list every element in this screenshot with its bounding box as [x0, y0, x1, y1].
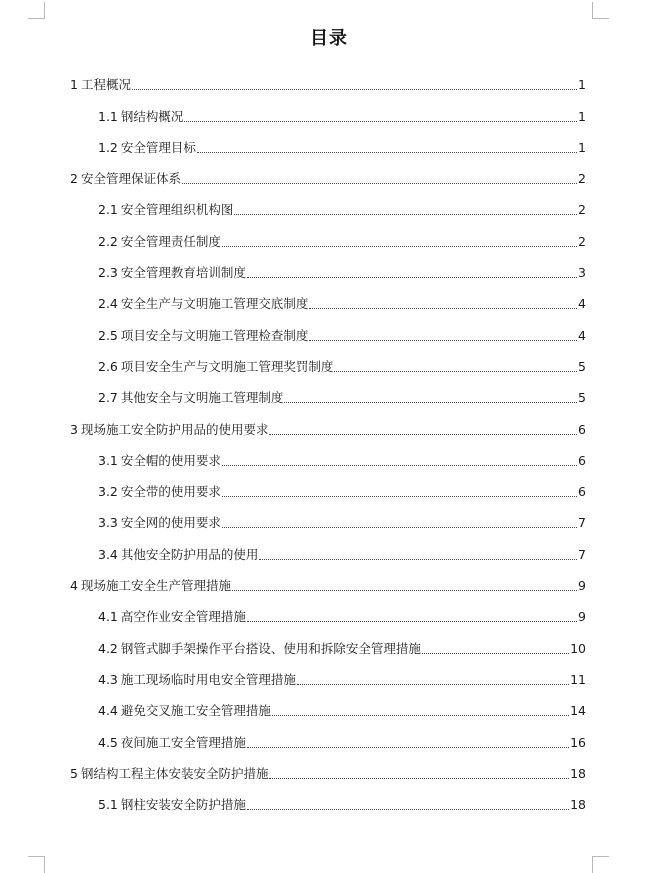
toc-entry-heading	[98, 329, 308, 344]
toc-entry-heading	[98, 548, 258, 563]
toc-dot-leader	[197, 151, 577, 153]
toc-entry-number: 2.1	[98, 202, 118, 218]
toc-page-number: 2	[578, 171, 586, 187]
toc-entry-label: 项目安全与文明施工管理检查制度	[120, 327, 309, 343]
toc-entry-number: 2.2	[98, 233, 118, 249]
toc-entry-heading	[98, 110, 183, 125]
toc-dot-leader	[272, 714, 569, 716]
toc-entry-heading	[70, 78, 131, 93]
toc-entry-heading	[98, 141, 196, 156]
toc-entry-number: 1.1	[98, 108, 118, 124]
toc-entry[interactable]	[70, 93, 586, 124]
crop-mark-bottom-right	[592, 856, 609, 873]
toc-entry-label: 安全管理组织机构图	[120, 202, 234, 218]
toc-page-number: 9	[578, 578, 586, 594]
toc-entry-heading	[98, 391, 283, 406]
toc-dot-leader	[184, 120, 577, 122]
crop-mark-top-left	[28, 2, 45, 19]
toc-entry[interactable]	[70, 406, 586, 437]
toc-entry[interactable]	[70, 187, 586, 218]
toc-entry-heading	[70, 423, 268, 438]
toc-entry-label: 避免交叉施工安全管理措施	[120, 703, 271, 719]
toc-entry[interactable]	[70, 594, 586, 625]
toc-page-number: 7	[578, 515, 586, 531]
toc-entry-number: 1	[70, 77, 78, 93]
toc-entry-number: 3.3	[98, 515, 118, 531]
toc-page-number: 1	[578, 108, 586, 124]
toc-dot-leader	[269, 777, 569, 779]
toc-entry[interactable]	[70, 125, 586, 156]
toc-entry-heading	[98, 610, 246, 625]
toc-entry-number: 2.3	[98, 265, 118, 281]
toc-entry-number: 4.1	[98, 609, 118, 625]
toc-entry-number: 2.7	[98, 390, 118, 406]
toc-entry[interactable]	[70, 719, 586, 750]
toc-entry-number: 4	[70, 578, 78, 594]
toc-entry[interactable]	[70, 782, 586, 813]
toc-page-number: 18	[570, 765, 586, 781]
toc-page-number: 11	[570, 671, 586, 687]
toc-entry-number: 2.6	[98, 358, 118, 374]
toc-page-number: 14	[570, 703, 586, 719]
crop-mark-bottom-left	[28, 856, 45, 873]
toc-page-number: 6	[578, 484, 586, 500]
toc-page-number: 6	[578, 452, 586, 468]
toc-dot-leader	[259, 558, 577, 560]
toc-entry-heading	[98, 673, 296, 688]
toc-page-number: 1	[578, 77, 586, 93]
toc-dot-leader	[234, 213, 577, 215]
toc-page-number: 1	[578, 139, 586, 155]
toc-entry-heading	[98, 485, 221, 500]
toc-entry-heading	[98, 516, 221, 531]
toc-dot-leader	[247, 620, 577, 622]
toc-entry-heading	[98, 266, 246, 281]
toc-entry[interactable]	[70, 625, 586, 656]
toc-entry-number: 3.4	[98, 546, 118, 562]
toc-entry[interactable]	[70, 751, 586, 782]
toc-entry-label: 安全带的使用要求	[120, 484, 221, 500]
toc-entry-label: 钢管式脚手架操作平台搭设、使用和拆除安全管理措施	[120, 640, 421, 656]
toc-dot-leader	[334, 370, 577, 372]
toc-entry[interactable]	[70, 563, 586, 594]
toc-entry-number: 4.3	[98, 671, 118, 687]
toc-page-number: 5	[578, 358, 586, 374]
toc-entry-number: 5.1	[98, 797, 118, 813]
toc-dot-leader	[269, 433, 577, 435]
toc-entry-label: 其他安全与文明施工管理制度	[120, 390, 284, 406]
toc-page-number: 6	[578, 421, 586, 437]
toc-entry-label: 高空作业安全管理措施	[120, 609, 246, 625]
toc-entry-label: 安全网的使用要求	[120, 515, 221, 531]
toc-entry[interactable]	[70, 469, 586, 500]
toc-entry-number: 1.2	[98, 139, 118, 155]
toc-entry-label: 项目安全生产与文明施工管理奖罚制度	[120, 358, 334, 374]
toc-entry-label: 钢结构概况	[120, 108, 184, 124]
toc-entry-label: 钢柱安装安全防护措施	[120, 797, 246, 813]
toc-page-number: 9	[578, 609, 586, 625]
toc-entry-heading	[70, 172, 181, 187]
toc-entry[interactable]	[70, 438, 586, 469]
toc-dot-leader	[422, 652, 569, 654]
toc-entry-label: 现场施工安全生产管理措施	[80, 578, 231, 594]
toc-entry-heading	[70, 767, 268, 782]
toc-entry-number: 2.4	[98, 296, 118, 312]
toc-entry[interactable]	[70, 688, 586, 719]
toc-title: 目录	[310, 28, 348, 49]
toc-dot-leader	[222, 495, 577, 497]
toc-entry-label: 安全帽的使用要求	[120, 452, 221, 468]
toc-page-number: 3	[578, 265, 586, 281]
toc-entry[interactable]	[70, 375, 586, 406]
toc-dot-leader	[222, 464, 577, 466]
toc-entry-heading	[98, 736, 246, 751]
toc-entry-heading	[98, 798, 246, 813]
toc-dot-leader	[297, 683, 569, 685]
toc-page-number: 2	[578, 233, 586, 249]
toc-entry-number: 3.1	[98, 452, 118, 468]
toc-dot-leader	[284, 401, 577, 403]
toc-entry-number: 3	[70, 421, 78, 437]
toc-page-number: 4	[578, 327, 586, 343]
toc-page-number: 10	[570, 640, 586, 656]
toc-entry[interactable]	[70, 312, 586, 343]
toc-entry-heading	[98, 454, 221, 469]
toc-entry-label: 钢结构工程主体安装安全防护措施	[80, 765, 269, 781]
toc-entry-label: 安全管理责任制度	[120, 233, 221, 249]
toc-page-number: 7	[578, 546, 586, 562]
toc-page-number: 5	[578, 390, 586, 406]
toc-entry-heading	[98, 203, 233, 218]
toc-entry-heading	[98, 235, 221, 250]
toc-entry-label: 安全管理目标	[120, 139, 196, 155]
toc-entry-label: 安全管理保证体系	[80, 171, 181, 187]
toc-entry[interactable]	[70, 156, 586, 187]
toc-entry-number: 5	[70, 765, 78, 781]
toc-page-number: 16	[570, 734, 586, 750]
toc-entry-number: 2	[70, 171, 78, 187]
toc-page-number: 2	[578, 202, 586, 218]
toc-dot-leader	[309, 339, 577, 341]
toc-entry[interactable]	[70, 62, 586, 93]
toc-entry-label: 现场施工安全防护用品的使用要求	[80, 421, 269, 437]
toc-dot-leader	[247, 276, 577, 278]
toc-dot-leader	[309, 307, 577, 309]
toc-page-number: 4	[578, 296, 586, 312]
toc-page-number: 18	[570, 797, 586, 813]
toc-entry-heading	[70, 579, 231, 594]
table-of-contents	[70, 62, 586, 813]
toc-dot-leader	[232, 589, 577, 591]
toc-entry-heading	[98, 642, 421, 657]
toc-entry-label: 夜间施工安全管理措施	[120, 734, 246, 750]
toc-dot-leader	[222, 245, 577, 247]
toc-entry[interactable]	[70, 531, 586, 562]
toc-entry-label: 安全生产与文明施工管理交底制度	[120, 296, 309, 312]
toc-entry[interactable]	[70, 500, 586, 531]
toc-entry[interactable]	[70, 281, 586, 312]
toc-entry-label: 安全管理教育培训制度	[120, 265, 246, 281]
toc-dot-leader	[247, 808, 569, 810]
toc-entry-number: 4.5	[98, 734, 118, 750]
toc-entry-label: 其他安全防护用品的使用	[120, 546, 259, 562]
toc-entry[interactable]	[70, 250, 586, 281]
crop-mark-top-right	[592, 2, 609, 19]
toc-entry-label: 施工现场临时用电安全管理措施	[120, 671, 296, 687]
toc-entry-heading	[98, 704, 271, 719]
toc-entry-number: 4.4	[98, 703, 118, 719]
toc-entry[interactable]	[70, 657, 586, 688]
toc-entry-number: 4.2	[98, 640, 118, 656]
toc-entry-heading	[98, 297, 308, 312]
toc-entry-label: 工程概况	[80, 77, 131, 93]
toc-dot-leader	[182, 182, 577, 184]
toc-entry[interactable]	[70, 218, 586, 249]
toc-dot-leader	[132, 88, 577, 90]
toc-entry-number: 3.2	[98, 484, 118, 500]
toc-entry[interactable]	[70, 344, 586, 375]
toc-dot-leader	[222, 526, 577, 528]
toc-dot-leader	[247, 746, 569, 748]
toc-entry-heading	[98, 360, 333, 375]
toc-entry-number: 2.5	[98, 327, 118, 343]
